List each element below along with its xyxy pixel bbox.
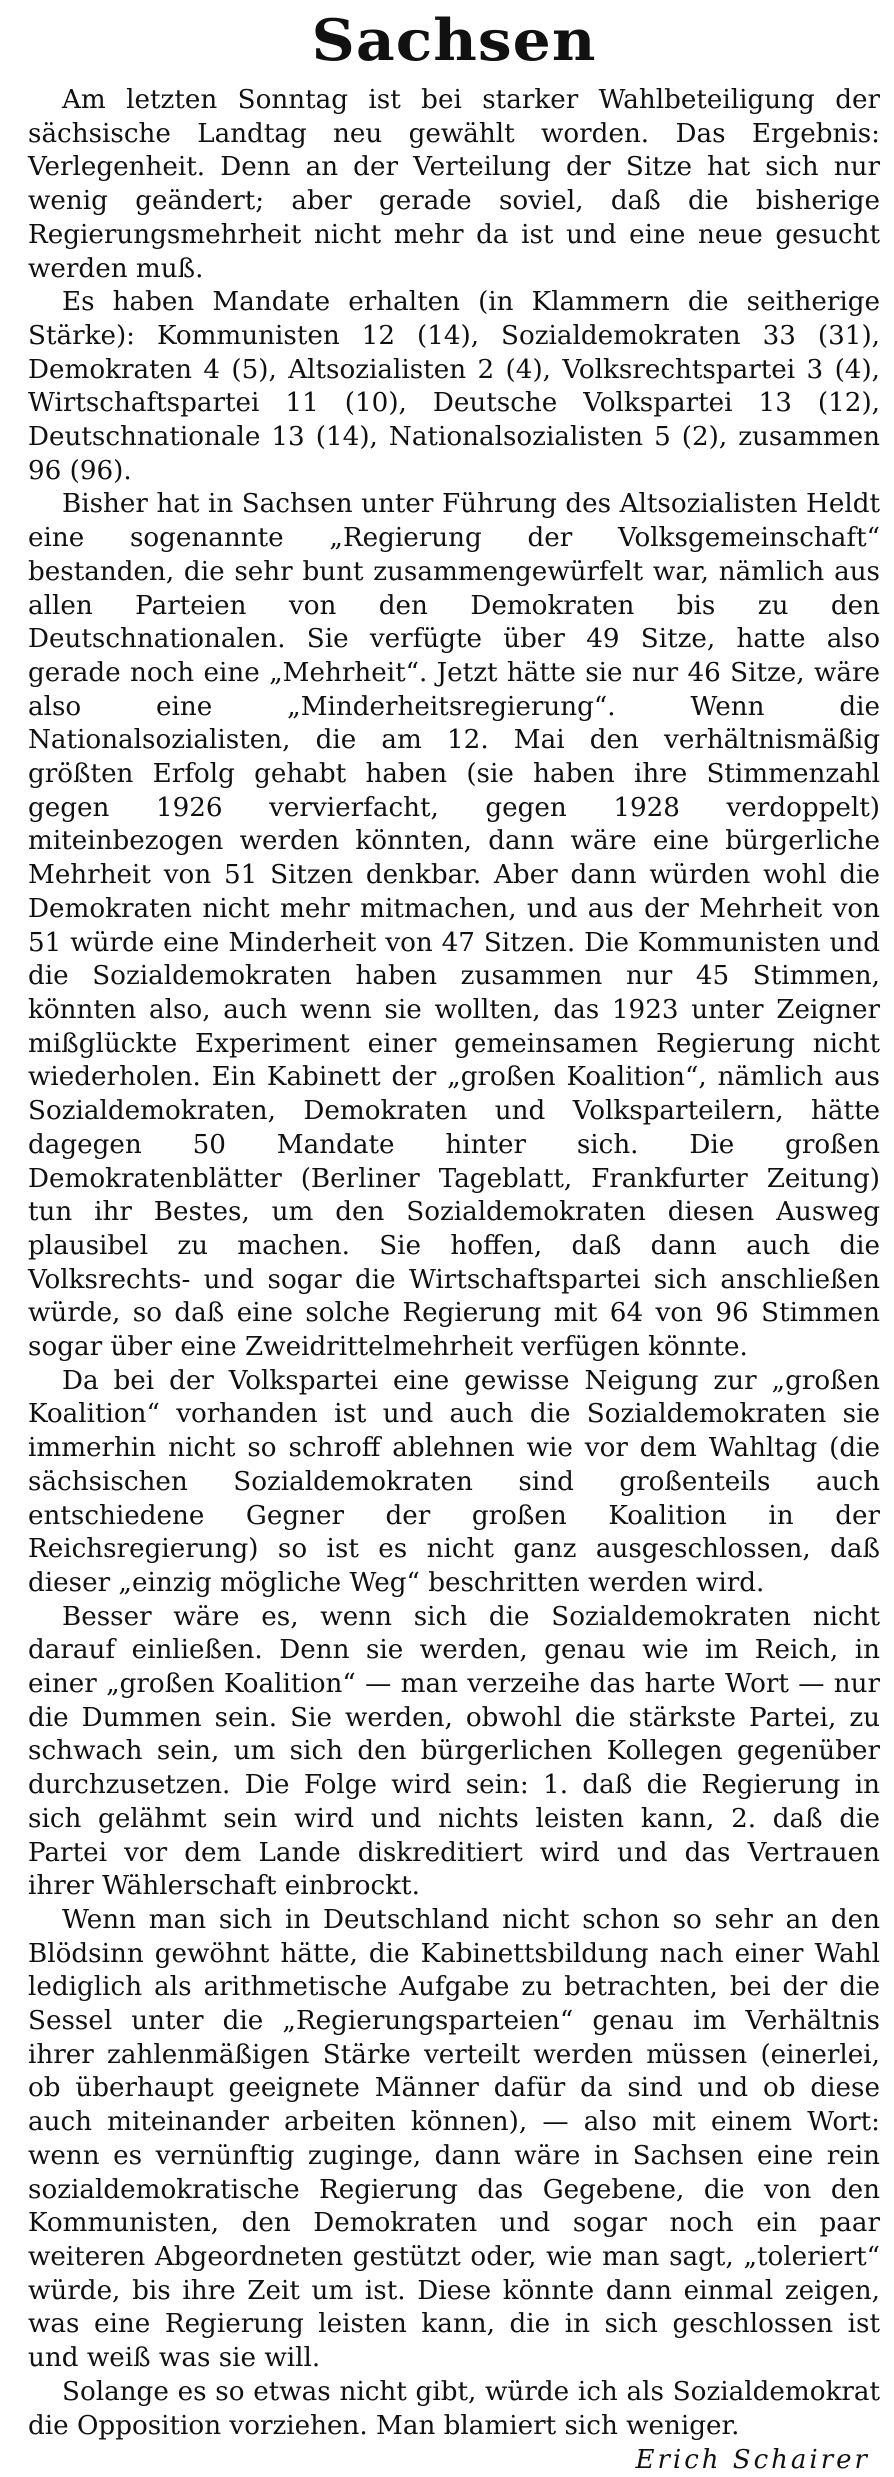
paragraph-coalition-analysis: Bisher hat in Sachsen unter Führung des Altsozialisten Heldt eine sogenannte „Regierung der Volksgemeinschaft“ bestanden, die sehr bunt zusammengewürfelt war, nämlich aus allen Parteien von den Demokraten bis zu den Deutschnationalen. Sie verfügte über 49 Sitze, hatte also gerade noch eine „Mehrheit“. Jetzt hätte sie nur 46 Sitze, wäre also eine „Minderheitsregierung“. Wenn die Nationalsozialisten, die am 12. Mai den verhältnismäßig größten Erfolg gehabt haben (sie haben ihre Stimmenzahl gegen 1926 vervierfacht, gegen 1928 verdoppelt) miteinbezogen werden könnten, dann wäre eine bürgerliche Mehrheit von 51 Sitzen denkbar. Aber dann würden wohl die Demokraten nicht mehr mitmachen, und aus der Mehrheit von 51 würde eine Minderheit von 47 Sitzen. Die Kommunisten und die Sozialdemokraten haben zusammen nur 45 Stimmen, könnten also, auch wenn sie wollten, das 1923 unter Zeigner mißglückte Experiment einer gemeinsamen Regierung nicht wiederholen. Ein Kabinett der „großen Koalition“, nämlich aus Sozialdemokraten, Demokraten und Volksparteilern, hätte dagegen 50 Mandate hinter sich. Die großen Demokratenblätter (Berliner Tageblatt, Frankfurter Zeitung) tun ihr Bestes, um den Sozialdemokraten diesen Ausweg plausibel zu machen. Sie hoffen, daß dann auch die Volksrechts- und sogar die Wirtschaftspartei sich anschließen würde, so daß eine solche Regierung mit 64 von 96 Stimmen sogar über eine Zweidrittelmehrheit verfügen könnte.: [28, 489, 880, 1363]
paragraph-opposition: Solange es so etwas nicht gibt, würde ich als Sozialdemokrat die Opposition vorziehen. Man blamiert sich weniger.: [28, 2376, 880, 2441]
paragraph-social-democratic-government: Wenn man sich in Deutschland nicht schon so sehr an den Blödsinn gewöhnt hätte, die Kabinettsbildung nach einer Wahl lediglich als arithmetische Aufgabe zu betrachten, bei der die Sessel unter die „Regierungsparteien“ genau im Verhältnis ihrer zahlenmäßigen Stärke verteilt werden müssen (einerlei, ob überhaupt geeignete Männer dafür da sind und ob diese auch miteinander arbeiten können), — also mit einem Wort: wenn es vernünftig zuginge, dann wäre in Sachsen eine rein sozialdemokratische Regierung das Gegebene, die von den Kommunisten, den Demokraten und sogar noch ein paar weiteren Abgeordneten gestützt oder, wie man sagt, „toleriert“ würde, bis ihre Zeit um ist. Diese könnte dann einmal zeigen, was eine Regierung leisten kann, die in sich geschlossen ist und weiß was sie will.: [28, 1904, 880, 2374]
paragraph-mandates: Es haben Mandate erhalten (in Klammern die seitherige Stärke): Kommunisten 12 (14), Sozialdemokraten 33 (31), Demokraten 4 (5), Altsozialisten 2 (4), Volksrechtspartei 3 (4), Wirtschaftspartei 11 (10), Deutsche Volkspartei 13 (12), Deutschnationale 13 (14), Nationalsozialisten 5 (2), zusammen 96 (96).: [28, 287, 880, 486]
author-signature: Erich Schairer: [635, 2445, 870, 2476]
paragraph-better-option: Besser wäre es, wenn sich die Sozialdemokraten nicht darauf einließen. Denn sie werden, genau wie im Reich, in einer „großen Koalition“ — man verzeihe das harte Wort — nur die Dummen sein. Sie werden, obwohl die stärkste Partei, zu schwach sein, um sich den bürgerlichen Kollegen gegenüber durchzusetzen. Die Folge wird sein: 1. daß die Regierung in sich gelähmt sein wird und nichts leisten kann, 2. daß die Partei vor dem Lande diskreditiert wird und das Vertrauen ihrer Wählerschaft einbrockt.: [28, 1601, 880, 1902]
paragraph-great-coalition: Da bei der Volkspartei eine gewisse Neigung zur „großen Koalition“ vorhanden ist und auch die Sozialdemokraten sie immerhin nicht so schroff ablehnen wie vor dem Wahltag (die sächsischen Sozialdemokraten sind großenteils auch entschiedene Gegner der großen Koalition in der Reichsregierung) so ist es nicht ganz ausgeschlossen, daß dieser „einzig mögliche Weg“ beschritten werden wird.: [28, 1365, 880, 1598]
article-title: Sachsen: [311, 7, 597, 75]
article-body: [28, 84, 880, 2443]
paragraph-election-result: Am letzten Sonntag ist bei starker Wahlbeteiligung der sächsische Landtag neu gewählt worden. Das Ergebnis: Verlegenheit. Denn an der Verteilung der Sitze hat sich nur wenig geändert; aber gerade soviel, daß die bisherige Regierungsmehrheit nicht mehr da ist und eine neue gesucht werden muß.: [28, 85, 880, 284]
